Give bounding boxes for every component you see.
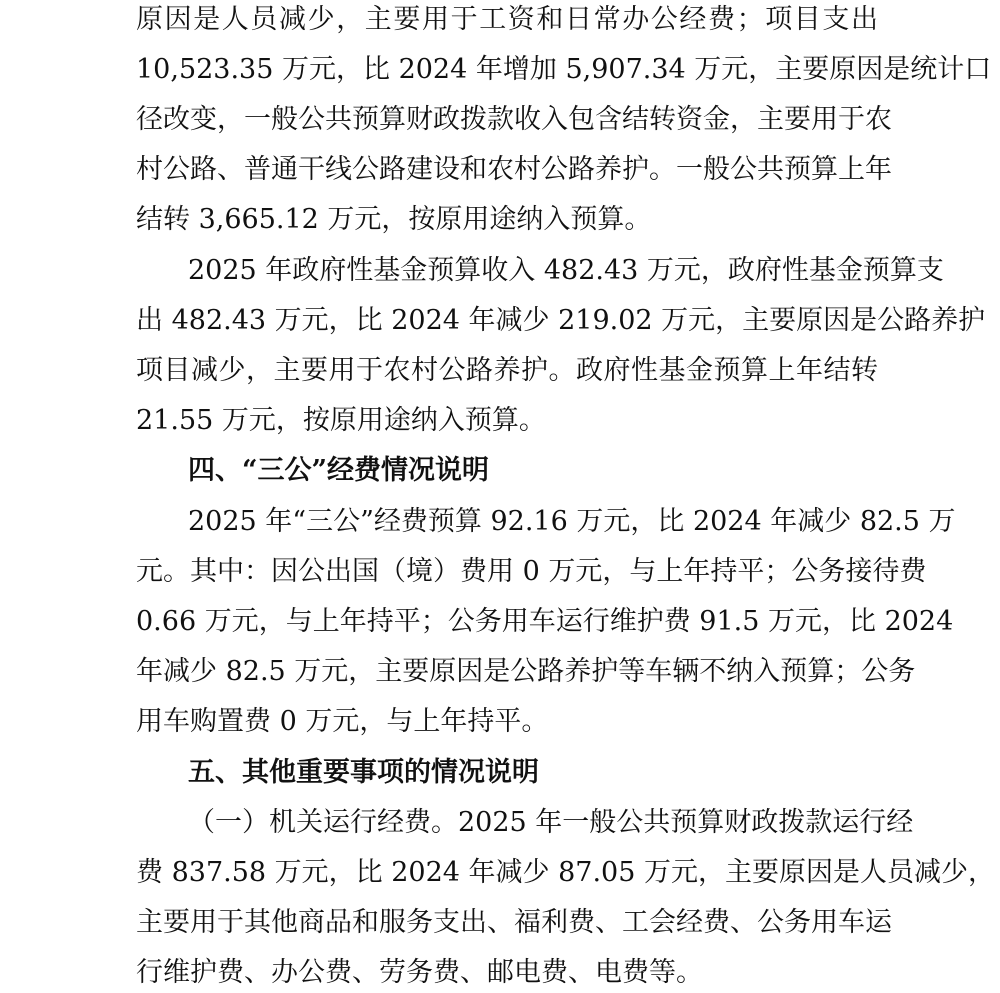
paragraph-line: 行维护费、办公费、劳务费、邮电费、电费等。 xyxy=(136,957,703,988)
paragraph-line: 2025 年“三公”经费预算 92.16 万元，比 2024 年减少 82.5 万 xyxy=(188,506,956,537)
paragraph-line: 村公路、普通干线公路建设和农村公路养护。一般公共预算上年 xyxy=(136,154,892,185)
paragraph-line: 主要用于其他商品和服务支出、福利费、工会经费、公务用车运 xyxy=(136,907,892,938)
paragraph-line: 21.55 万元，按原用途纳入预算。 xyxy=(136,405,546,436)
paragraph-line: 2025 年政府性基金预算收入 482.43 万元，政府性基金预算支 xyxy=(188,255,944,286)
section-heading-four: 四、“三公”经费情况说明 xyxy=(188,455,490,486)
paragraph-line: 年减少 82.5 万元，主要原因是公路养护等车辆不纳入预算；公务 xyxy=(136,656,916,687)
paragraph-line: 项目减少，主要用于农村公路养护。政府性基金预算上年结转 xyxy=(136,355,878,386)
paragraph-line: 出 482.43 万元，比 2024 年减少 219.02 万元，主要原因是公路养护 xyxy=(136,305,986,336)
paragraph-line: （一）机关运行经费。2025 年一般公共预算财政拨款运行经 xyxy=(188,807,914,838)
paragraph-line: 费 837.58 万元，比 2024 年减少 87.05 万元，主要原因是人员减少， xyxy=(136,857,995,888)
paragraph-line: 原因是人员减少，主要用于工资和日常办公经费；项目支出 xyxy=(136,4,878,35)
paragraph-line: 10,523.35 万元，比 2024 年增加 5,907.34 万元，主要原因是统计口 xyxy=(136,54,992,85)
paragraph-line: 用车购置费 0 万元，与上年持平。 xyxy=(136,706,549,737)
paragraph-line: 0.66 万元，与上年持平；公务用车运行维护费 91.5 万元，比 2024 xyxy=(136,606,954,637)
paragraph-line: 结转 3,665.12 万元，按原用途纳入预算。 xyxy=(136,204,652,235)
paragraph-line: 元。其中：因公出国（境）费用 0 万元，与上年持平；公务接待费 xyxy=(136,556,927,587)
section-heading-five: 五、其他重要事项的情况说明 xyxy=(188,757,539,788)
paragraph-line: 径改变，一般公共预算财政拨款收入包含结转资金，主要用于农 xyxy=(136,104,892,135)
